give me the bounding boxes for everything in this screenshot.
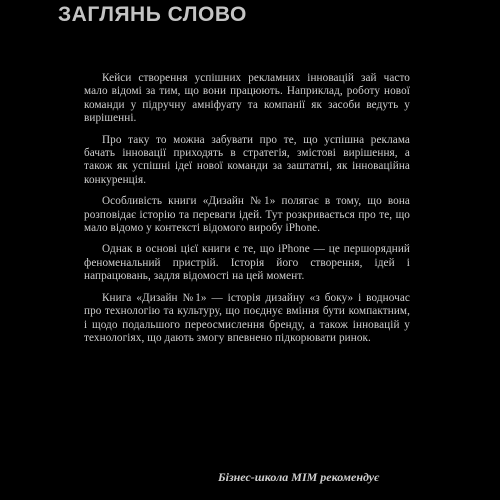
paragraph: Особливість книги «Дизайн №1» полягає в тому, що вона розповідає історію та переваги ідей. Тут розкривається про те, що мало відомо у контексті відомого виробу iPhone. [84,195,410,235]
paragraph: Однак в основі цієї книги є те, що iPhone — це першорядний феноменальний пристрій. Історія його створення, ідей і напрацювань, задля відомості на цей момент. [84,243,410,283]
paragraph: Кейси створення успішних рекламних інновацій зай часто мало відомі за тим, що вони працюють. Наприклад, роботу нової команди у підручну амніфуату та компанії як засоби ведуть у вирішенні. [84,72,410,125]
body-text [84,72,410,353]
paragraph: Про таку то можна забувати про те, що успішна реклама бачать інновації приходять в стратегія, змістові вирішення, а також як успішні ідеї нової команди за заштатні, як інноваційна конкуренція. [84,133,410,186]
page-heading: ЗАГЛЯНЬ СЛОВО [58,3,247,26]
paragraph: Книга «Дизайн №1» — історія дизайну «з боку» і водночас про технологію та культуру, що поєднує вміння бути компактним, і щодо подальшого переосмислення бренду, а також інновацій у технологіях, що дають змогу впевнено підкорювати ринок. [84,291,410,344]
recommendation-footer: Бізнес-школа МІМ рекомендує [218,470,380,484]
